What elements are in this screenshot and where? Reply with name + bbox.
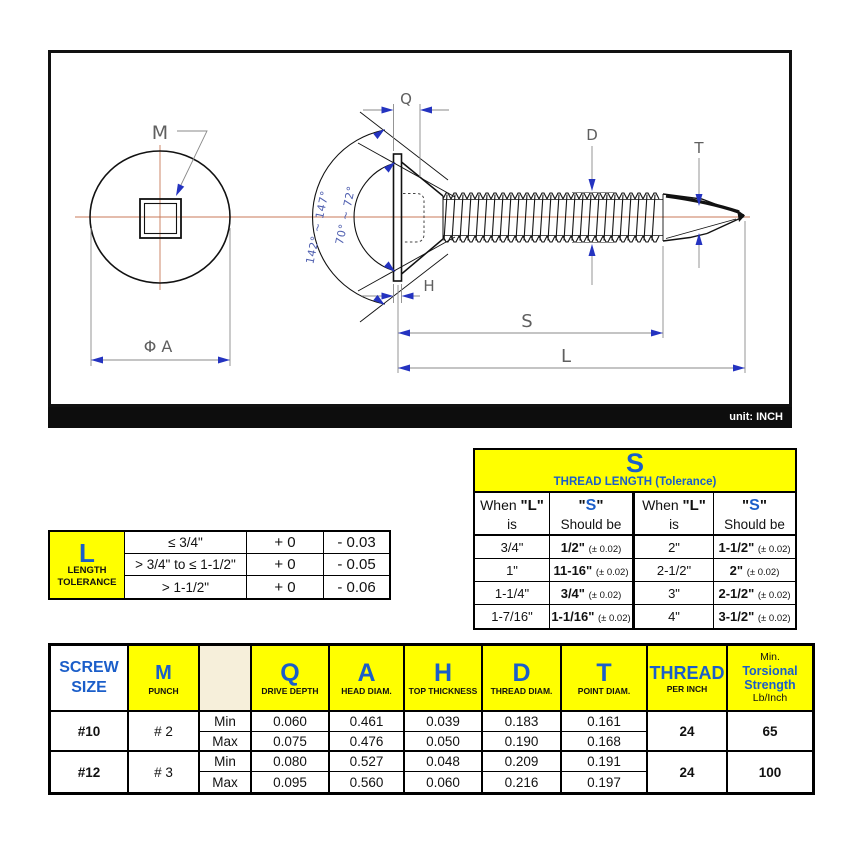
l-tolerance-table: [48, 530, 391, 600]
cell-strength: 65: [728, 712, 812, 752]
col-header-when-l-2: When "L" is: [635, 493, 714, 536]
square-drive-inner: [145, 204, 177, 234]
screw-side-view: [394, 154, 746, 281]
cell-d-min: 0.209: [483, 752, 562, 772]
spec-table: [48, 643, 815, 795]
cell-a-max: 0.560: [330, 772, 405, 792]
col-header-m-punch: M PUNCH: [129, 646, 200, 712]
label-s: S: [521, 311, 533, 332]
s-row-l: 2-1/2": [635, 559, 714, 582]
col-header-d: D THREAD DIAM.: [483, 646, 562, 712]
cell-thread-per-inch: 24: [648, 712, 728, 752]
s-row-l: 2": [635, 536, 714, 559]
col-header-q: Q DRIVE DEPTH: [252, 646, 330, 712]
s-row-l: 1-1/4": [475, 582, 550, 605]
dimension-lines: [91, 104, 745, 373]
col-header-t: T POINT DIAM.: [562, 646, 648, 712]
col-header-when-l-1: When "L" is: [475, 493, 550, 536]
cell-d-max: 0.216: [483, 772, 562, 792]
thread-profile: [443, 193, 659, 242]
s-row-s: 3/4" (± 0.02): [550, 582, 635, 605]
l-table-header: L LENGTH TOLERANCE: [50, 532, 125, 598]
label-h: H: [423, 277, 435, 295]
s-row-l: 1": [475, 559, 550, 582]
cell-a-max: 0.476: [330, 732, 405, 752]
s-row-s: 2" (± 0.02): [714, 559, 795, 582]
col-header-screw-size: SCREW SIZE: [51, 646, 129, 712]
head-washer-face: [394, 154, 402, 281]
cell-thread-per-inch: 24: [648, 752, 728, 792]
col-header-strength: Min. Torsional Strength Lb/Inch: [728, 646, 812, 712]
cell-min-label: Min: [200, 712, 252, 732]
s-row-s: 11-16" (± 0.02): [550, 559, 635, 582]
cell-q-min: 0.060: [252, 712, 330, 732]
cell-q-max: 0.075: [252, 732, 330, 752]
cell-min-label: Min: [200, 752, 252, 772]
s-table-subtitle: THREAD LENGTH (Tolerance): [553, 476, 717, 488]
cell-max-label: Max: [200, 772, 252, 792]
cell-t-max: 0.197: [562, 772, 648, 792]
s-row-s: 3-1/2" (± 0.02): [718, 609, 791, 624]
cell-d-min: 0.183: [483, 712, 562, 732]
label-d: D: [586, 126, 598, 144]
l-table-title: L: [79, 538, 95, 568]
label-phi-a: Φ A: [143, 337, 173, 356]
col-header-minmax: [200, 646, 252, 712]
cell-h-min: 0.039: [405, 712, 483, 732]
label-cone-angle: 70° ~ 72°: [333, 184, 359, 246]
recess-hidden-line: [403, 194, 424, 243]
s-row-s: 1-1/16" (± 0.02): [550, 605, 635, 628]
cell-q-min: 0.080: [252, 752, 330, 772]
s-row-l: 3": [635, 582, 714, 605]
label-q: Q: [400, 90, 412, 108]
cell-punch: # 3: [129, 752, 200, 792]
col-header-s-2: "S" Should be: [714, 493, 795, 536]
l-row-minus: - 0.06: [337, 578, 376, 596]
label-l: L: [560, 346, 572, 367]
s-row-s: 2-1/2" (± 0.02): [714, 582, 795, 605]
cell-t-min: 0.161: [562, 712, 648, 732]
cell-screw-size: #12: [51, 752, 129, 792]
label-t: T: [694, 139, 704, 157]
l-row-range: ≤ 3/4": [125, 532, 247, 554]
label-head-angle: 142° ~ 147°: [303, 189, 332, 266]
label-m: M: [151, 122, 169, 144]
s-row-s: 1-1/2" (± 0.02): [714, 536, 795, 559]
dimension-arrows: [91, 107, 745, 372]
unit-label: unit: INCH: [729, 411, 783, 423]
cell-q-max: 0.095: [252, 772, 330, 792]
cell-screw-size: #10: [51, 712, 129, 752]
col-header-thread: THREAD PER INCH: [648, 646, 728, 712]
m-leader-line: [177, 131, 207, 187]
cell-punch: # 2: [129, 712, 200, 752]
cell-a-min: 0.461: [330, 712, 405, 732]
s-table-header: [475, 450, 795, 493]
cell-t-min: 0.191: [562, 752, 648, 772]
s-tolerance-table: [473, 448, 797, 630]
l-row-plus: + 0: [247, 532, 324, 554]
cell-max-label: Max: [200, 732, 252, 752]
l-row-plus: + 0: [247, 554, 324, 576]
s-table-title: S: [626, 448, 645, 478]
col-header-a: A HEAD DIAM.: [330, 646, 405, 712]
s-row-l: 1-7/16": [475, 605, 550, 628]
col-header-s-1: "S" Should be: [550, 493, 635, 536]
l-row-range: > 1-1/2": [125, 576, 247, 598]
s-row-l: 3/4": [475, 536, 550, 559]
cell-a-min: 0.527: [330, 752, 405, 772]
cell-t-max: 0.168: [562, 732, 648, 752]
drill-point: [663, 194, 745, 241]
s-row-l: 4": [635, 605, 714, 628]
square-drive-outer: [140, 199, 181, 238]
cell-h-min: 0.048: [405, 752, 483, 772]
col-header-h: H TOP THICKNESS: [405, 646, 483, 712]
cell-strength: 100: [758, 764, 782, 780]
l-row-range: > 3/4" to ≤ 1-1/2": [125, 554, 247, 576]
s-row-s: 1/2" (± 0.02): [550, 536, 635, 559]
l-row-plus: + 0: [247, 576, 324, 598]
l-dim: [398, 221, 745, 373]
d-dim: [572, 146, 614, 285]
cell-d-max: 0.190: [483, 732, 562, 752]
l-row-minus: - 0.05: [324, 554, 389, 576]
unit-bar: [48, 407, 792, 428]
cell-h-max: 0.050: [405, 732, 483, 752]
cell-h-max: 0.060: [405, 772, 483, 792]
l-row-minus: - 0.03: [324, 532, 389, 554]
